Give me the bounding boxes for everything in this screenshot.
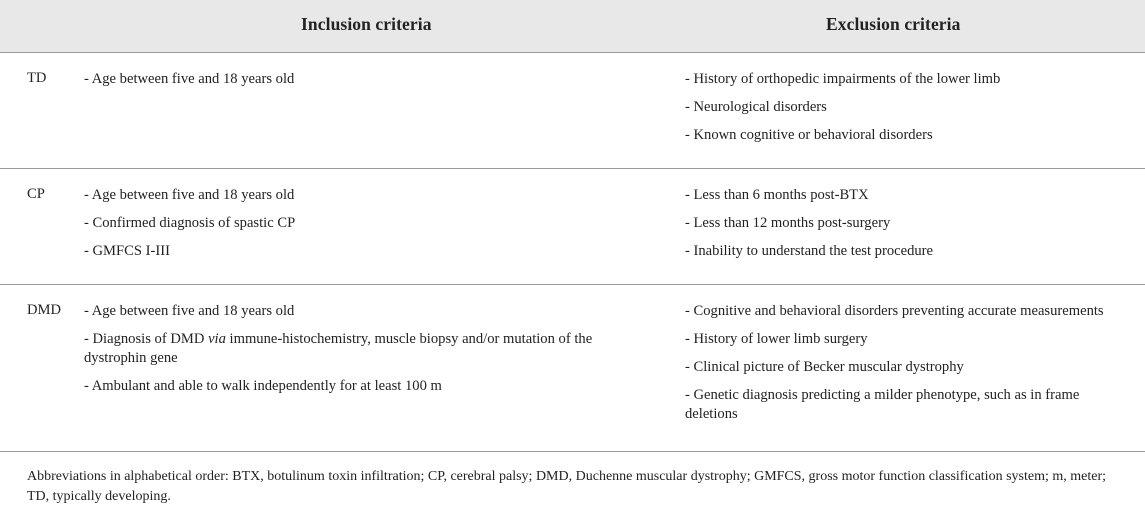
- inclusion-cell: [84, 302, 654, 405]
- list-item: - Less than 6 months post-BTX: [685, 187, 869, 203]
- group-label: CP: [27, 186, 45, 202]
- table-footnote: Abbreviations in alphabetical order: BTX, botulinum toxin infiltration; CP, cerebral palsy; DMD, Duchenne muscular dystrophy; GMFCS, gross motor function classification system; m, meter; TD, typically developing.: [27, 469, 1106, 504]
- list-item: - Age between five and 18 years old: [84, 303, 295, 319]
- group-label: DMD: [27, 302, 62, 318]
- list-item: - Less than 12 months post-surgery: [685, 215, 891, 231]
- exclusion-cell: [685, 70, 1125, 154]
- table-row: [0, 53, 1145, 169]
- table-row: [0, 285, 1145, 452]
- list-item: - Known cognitive or behavioral disorders: [685, 127, 933, 143]
- list-item: - Neurological disorders: [685, 99, 827, 115]
- list-item-text: - Diagnosis of DMD: [84, 331, 205, 347]
- table-header: [0, 0, 1145, 53]
- list-item: - Clinical picture of Becker muscular dystrophy: [685, 359, 964, 375]
- list-item: - History of lower limb surgery: [685, 331, 868, 347]
- list-item: - Genetic diagnosis predicting a milder phenotype, such as in frame deletions: [685, 387, 1080, 422]
- list-item: - Age between five and 18 years old: [84, 187, 295, 203]
- list-item-italic: via: [208, 331, 226, 347]
- inclusion-cell: [84, 70, 654, 98]
- list-item: - Age between five and 18 years old: [84, 71, 295, 87]
- exclusion-header: Exclusion criteria: [826, 14, 961, 34]
- inclusion-cell: [84, 186, 654, 270]
- exclusion-cell: [685, 186, 1125, 270]
- list-item: - Ambulant and able to walk independently for at least 100 m: [84, 378, 442, 394]
- exclusion-cell: [685, 302, 1125, 433]
- list-item: - History of orthopedic impairments of the lower limb: [685, 71, 1001, 87]
- list-item: [84, 330, 654, 368]
- list-item: - Cognitive and behavioral disorders preventing accurate measurements: [685, 303, 1104, 319]
- list-item: - GMFCS I-III: [84, 243, 170, 259]
- list-item: - Inability to understand the test procedure: [685, 243, 934, 259]
- group-label: TD: [27, 70, 47, 86]
- list-item-text: immune-histochemistry, muscle biopsy and/or mutation of the dystrophin gene: [84, 331, 593, 366]
- inclusion-header: Inclusion criteria: [301, 14, 432, 34]
- table-row: [0, 169, 1145, 285]
- list-item: - Confirmed diagnosis of spastic CP: [84, 215, 296, 231]
